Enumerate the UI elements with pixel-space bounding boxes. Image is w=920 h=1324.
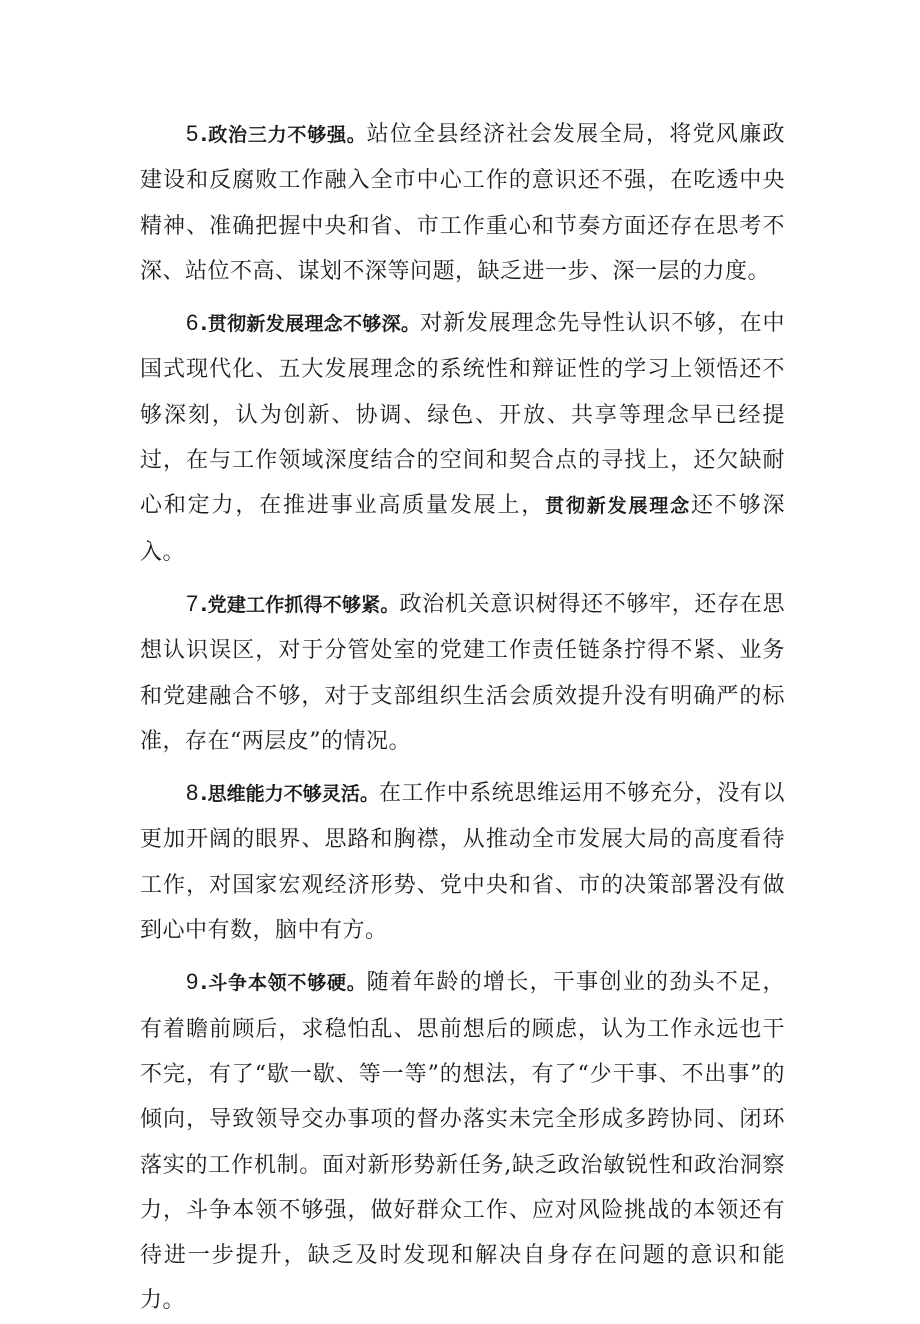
item-text-after: 还不够深入。 <box>140 493 785 565</box>
paragraph-6 <box>140 300 785 575</box>
item-number: 8 <box>186 780 201 806</box>
item-text: 站位全县经济社会发展全局，将党风廉政建设和反腐败工作融入全市中心工作的意识还不强，在吃透中央精神、准确把握中央和省、市工作重心和节奏方面还存在思考不深、站位不高、谋划不深等问题，缺乏进一步、深一层的力度。 <box>140 122 785 284</box>
item-heading: .思维能力不够灵活。 <box>200 783 380 806</box>
item-text: 在工作中系统思维运用不够充分，没有以更加开阔的眼界、思路和胸襟，从推动全市发展大局的高度看待工作，对国家宏观经济形势、党中央和省、市的决策部署没有做到心中有数，脑中有方。 <box>140 781 785 944</box>
item-heading: .党建工作抓得不够紧。 <box>200 593 400 616</box>
paragraph-9 <box>140 959 785 1323</box>
item-text: 随着年龄的增长，干事创业的劲头不足，有着瞻前顾后，求稳怕乱、思前想后的顾虑，认为工作永远也干不完，有了“歇一歇、等一等”的想法，有了“少干事、不出事”的倾向，导致领导交办事项的督办落实未完全形成多跨协同、闭环落实的工作机制。面对新形势新任务,缺乏政治敏锐性和政治洞察力，斗争本领不够强，做好群众工作、应对风险挑战的本领还有待进一步提升，缺乏及时发现和解决自身存在问题的意识和能力。 <box>140 970 785 1314</box>
item-inline-emphasis: 贯彻新发展理念 <box>545 495 691 518</box>
item-number: 5 <box>186 121 201 146</box>
paragraph-5 <box>140 111 785 294</box>
item-heading: .政治三力不够强。 <box>200 124 367 146</box>
item-text: 对新发展理念先导性认识不够，在中国式现代化、五大发展理念的系统性和辩证性的学习上领悟还不够深刻，认为创新、协调、绿色、开放、共享等理念早已经提过，在与工作领域深度结合的空间和契合点的寻找上，还欠缺耐心和定力，在推进事业高质量发展上， <box>140 311 785 519</box>
item-number: 6 <box>186 310 201 336</box>
item-heading: .斗争本领不够硬。 <box>200 972 367 995</box>
item-heading: .贯彻新发展理念不够深。 <box>200 313 421 336</box>
item-number: 7 <box>186 590 201 616</box>
paragraph-7 <box>140 581 785 764</box>
item-text: 政治机关意识树得还不够牢，还存在思想认识误区，对于分管处室的党建工作责任链条拧得不紧、业务和党建融合不够，对于支部组织生活会质效提升没有明确严的标准，存在“两层皮”的情况。 <box>140 591 785 754</box>
document-body <box>140 111 785 1324</box>
paragraph-8 <box>140 770 785 953</box>
item-number: 9 <box>186 969 201 995</box>
